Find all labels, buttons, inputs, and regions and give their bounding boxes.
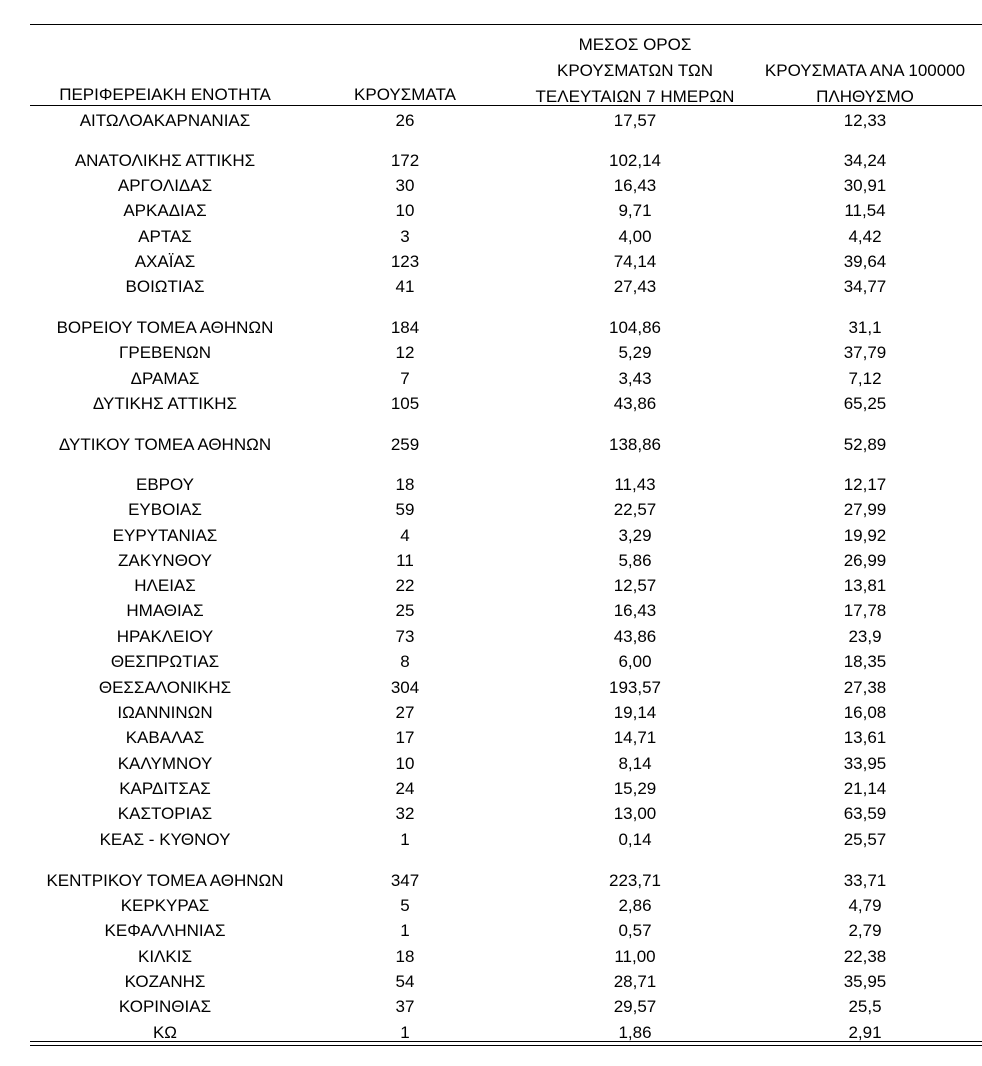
cell-per100k: 27,38 xyxy=(843,678,887,697)
cell-region: ΚΕΝΤΡΙΚΟΥ ΤΟΜΕΑ ΑΘΗΝΩΝ xyxy=(46,871,284,890)
table-row xyxy=(0,391,982,416)
cell-per100k: 13,81 xyxy=(843,576,887,595)
cell-avg7: 4,00 xyxy=(618,227,652,246)
header-cases: ΚΡΟΥΣΜΑΤΑ xyxy=(354,85,456,104)
cell-avg7: 3,29 xyxy=(618,526,652,545)
cell-region: ΑΡΤΑΣ xyxy=(138,227,192,246)
table-row xyxy=(0,675,982,700)
cell-per100k: 21,14 xyxy=(843,779,887,798)
cell-region: ΔΥΤΙΚΗΣ ΑΤΤΙΚΗΣ xyxy=(92,394,238,413)
cell-region: ΑΡΓΟΛΙΔΑΣ xyxy=(117,176,213,195)
cell-per100k: 34,77 xyxy=(843,277,887,296)
cell-avg7: 19,14 xyxy=(613,703,657,722)
cell-cases: 123 xyxy=(390,252,420,271)
cell-cases: 10 xyxy=(395,201,415,220)
table-row xyxy=(0,700,982,725)
cell-region: ΕΥΒΟΙΑΣ xyxy=(128,500,202,519)
cell-cases: 27 xyxy=(395,703,415,722)
cell-cases: 4 xyxy=(400,526,410,545)
cell-avg7: 43,86 xyxy=(613,394,657,413)
cell-avg7: 15,29 xyxy=(613,779,657,798)
cell-region: ΔΡΑΜΑΣ xyxy=(130,369,200,388)
cell-avg7: 2,86 xyxy=(618,896,652,915)
cell-cases: 8 xyxy=(400,652,410,671)
cell-avg7: 11,43 xyxy=(614,475,656,494)
cell-avg7: 3,43 xyxy=(618,369,652,388)
cell-per100k: 4,79 xyxy=(848,896,882,915)
cell-per100k: 52,89 xyxy=(843,435,887,454)
cell-region: ΗΡΑΚΛΕΙΟΥ xyxy=(116,627,214,646)
cell-cases: 30 xyxy=(395,176,415,195)
cell-avg7: 223,71 xyxy=(609,871,661,890)
table-row xyxy=(0,994,982,1019)
cell-region: ΒΟΡΕΙΟΥ ΤΟΜΕΑ ΑΘΗΝΩΝ xyxy=(56,318,274,337)
cell-cases: 1 xyxy=(400,830,410,849)
cell-cases: 22 xyxy=(395,576,415,595)
cell-cases: 1 xyxy=(400,921,410,940)
cell-cases: 24 xyxy=(395,779,415,798)
cell-region: ΚΑΡΔΙΤΣΑΣ xyxy=(119,779,211,798)
cell-per100k: 39,64 xyxy=(843,252,887,271)
cell-region: ΘΕΣΠΡΩΤΙΑΣ xyxy=(110,652,220,671)
cell-region: ΚΕΦΑΛΛΗΝΙΑΣ xyxy=(104,921,226,940)
cell-region: ΚΑΣΤΟΡΙΑΣ xyxy=(117,804,213,823)
table-row xyxy=(0,315,982,340)
cell-avg7: 9,71 xyxy=(618,201,652,220)
cell-cases: 347 xyxy=(390,871,420,890)
cell-per100k: 22,38 xyxy=(843,947,887,966)
cell-cases: 41 xyxy=(395,277,415,296)
table-row xyxy=(0,173,982,198)
cell-cases: 17 xyxy=(395,728,415,747)
cell-cases: 26 xyxy=(395,111,415,130)
table-row xyxy=(0,725,982,750)
cell-per100k: 63,59 xyxy=(843,804,887,823)
cell-per100k: 19,92 xyxy=(843,526,887,545)
cell-avg7: 29,57 xyxy=(613,997,657,1016)
cell-avg7: 193,57 xyxy=(609,678,661,697)
cell-region: ΚΟΖΑΝΗΣ xyxy=(124,972,206,991)
cell-cases: 18 xyxy=(395,475,415,494)
table-row xyxy=(0,573,982,598)
table-row xyxy=(0,148,982,173)
table-row xyxy=(0,548,982,573)
cell-avg7: 16,43 xyxy=(613,176,657,195)
cell-cases: 172 xyxy=(390,151,420,170)
table-row xyxy=(0,801,982,826)
cell-cases: 11 xyxy=(396,551,414,570)
cell-per100k: 16,08 xyxy=(843,703,887,722)
table-row xyxy=(0,624,982,649)
table-row xyxy=(0,969,982,994)
cell-region: ΚΑΒΑΛΑΣ xyxy=(125,728,205,747)
table-row xyxy=(0,249,982,274)
cell-avg7: 1,86 xyxy=(618,1023,652,1042)
cell-per100k: 4,42 xyxy=(848,227,882,246)
cell-avg7: 102,14 xyxy=(609,151,661,170)
bottom-rule-double xyxy=(30,1045,982,1046)
cell-avg7: 5,29 xyxy=(618,343,652,362)
cell-per100k: 31,1 xyxy=(848,318,882,337)
cell-cases: 10 xyxy=(395,754,415,773)
table-row xyxy=(0,598,982,623)
cell-region: ΕΒΡΟΥ xyxy=(135,475,195,494)
cell-avg7: 0,57 xyxy=(618,921,652,940)
cell-region: ΖΑΚΥΝΘΟΥ xyxy=(118,551,212,570)
cell-region: ΗΜΑΘΙΑΣ xyxy=(126,601,204,620)
cell-per100k: 7,12 xyxy=(848,369,882,388)
cell-avg7: 17,57 xyxy=(613,111,657,130)
cell-per100k: 27,99 xyxy=(843,500,887,519)
cell-avg7: 43,86 xyxy=(613,627,657,646)
cell-cases: 105 xyxy=(390,394,420,413)
cell-avg7: 28,71 xyxy=(613,972,657,991)
cell-per100k: 17,78 xyxy=(843,601,887,620)
cell-cases: 54 xyxy=(395,972,415,991)
cell-avg7: 6,00 xyxy=(618,652,652,671)
cell-per100k: 11,54 xyxy=(844,201,886,220)
table-row xyxy=(0,472,982,497)
cell-region: ΑΝΑΤΟΛΙΚΗΣ ΑΤΤΙΚΗΣ xyxy=(74,151,256,170)
cell-cases: 7 xyxy=(400,369,410,388)
cell-per100k: 13,61 xyxy=(843,728,887,747)
cell-region: ΘΕΣΣΑΛΟΝΙΚΗΣ xyxy=(98,678,232,697)
table-row xyxy=(0,274,982,299)
table-row xyxy=(0,944,982,969)
table-row xyxy=(0,432,982,457)
cell-cases: 5 xyxy=(400,896,410,915)
cell-per100k: 25,5 xyxy=(848,997,882,1016)
cell-avg7: 14,71 xyxy=(613,728,657,747)
cell-cases: 73 xyxy=(395,627,415,646)
cell-region: ΚΕΡΚΥΡΑΣ xyxy=(120,896,210,915)
cell-cases: 259 xyxy=(390,435,420,454)
cell-cases: 25 xyxy=(395,601,415,620)
table-row xyxy=(0,108,982,133)
cell-per100k: 33,95 xyxy=(843,754,887,773)
header-region: ΠΕΡΙΦΕΡΕΙΑΚΗ ΕΝΟΤΗΤΑ xyxy=(59,85,271,104)
cell-avg7: 11,00 xyxy=(614,947,656,966)
cell-region: ΙΩΑΝΝΙΝΩΝ xyxy=(117,703,213,722)
cell-per100k: 2,91 xyxy=(848,1023,882,1042)
bottom-rule xyxy=(30,1041,982,1042)
cell-region: ΓΡΕΒΕΝΩΝ xyxy=(119,343,211,362)
cell-region: ΑΙΤΩΛΟΑΚΑΡΝΑΝΙΑΣ xyxy=(79,111,251,130)
cell-avg7: 27,43 xyxy=(613,277,657,296)
cell-avg7: 22,57 xyxy=(613,500,657,519)
cell-cases: 1 xyxy=(400,1023,410,1042)
cell-region: ΚΙΛΚΙΣ xyxy=(138,947,192,966)
cell-per100k: 26,99 xyxy=(843,551,887,570)
cell-per100k: 33,71 xyxy=(843,871,887,890)
table-row xyxy=(0,198,982,223)
cell-per100k: 34,24 xyxy=(843,151,887,170)
table-row xyxy=(0,224,982,249)
cell-per100k: 2,79 xyxy=(848,921,882,940)
cell-per100k: 12,33 xyxy=(843,111,887,130)
cell-avg7: 138,86 xyxy=(609,435,661,454)
cell-region: ΔΥΤΙΚΟΥ ΤΟΜΕΑ ΑΘΗΝΩΝ xyxy=(58,435,272,454)
cell-avg7: 16,43 xyxy=(613,601,657,620)
cell-avg7: 8,14 xyxy=(618,754,652,773)
cell-per100k: 12,17 xyxy=(843,475,887,494)
cell-cases: 184 xyxy=(390,318,420,337)
cell-per100k: 65,25 xyxy=(843,394,887,413)
cell-region: ΑΡΚΑΔΙΑΣ xyxy=(123,201,207,220)
cell-avg7: 104,86 xyxy=(609,318,661,337)
cell-avg7: 12,57 xyxy=(613,576,657,595)
cell-region: ΗΛΕΙΑΣ xyxy=(134,576,196,595)
cell-avg7: 13,00 xyxy=(613,804,657,823)
header-per100k: ΚΡΟΥΣΜΑΤΑ ΑΝΑ 100000 ΠΛΗΘΥΣΜΟ xyxy=(764,61,966,106)
cell-cases: 59 xyxy=(395,500,415,519)
cell-region: ΚΕΑΣ - ΚΥΘΝΟΥ xyxy=(99,830,231,849)
table-row xyxy=(0,868,982,893)
cell-region: ΚΑΛΥΜΝΟΥ xyxy=(117,754,213,773)
table-row xyxy=(0,918,982,943)
cell-cases: 3 xyxy=(400,227,410,246)
table-row xyxy=(0,497,982,522)
table-row xyxy=(0,340,982,365)
cell-region: ΒΟΙΩΤΙΑΣ xyxy=(125,277,205,296)
cell-region: ΚΩ xyxy=(152,1023,178,1042)
table-row xyxy=(0,751,982,776)
header-avg7: ΜΕΣΟΣ ΟΡΟΣ ΚΡΟΥΣΜΑΤΩΝ ΤΩΝ ΤΕΛΕΥΤΑΙΩΝ 7 ΗΜΕΡΩΝ xyxy=(535,35,735,106)
cell-per100k: 35,95 xyxy=(843,972,887,991)
table-row xyxy=(0,523,982,548)
cell-cases: 37 xyxy=(395,997,415,1016)
cell-cases: 304 xyxy=(390,678,420,697)
table-row xyxy=(0,776,982,801)
cell-region: ΑΧΑΪΑΣ xyxy=(134,252,196,271)
cell-per100k: 18,35 xyxy=(843,652,887,671)
cell-region: ΚΟΡΙΝΘΙΑΣ xyxy=(118,997,212,1016)
cell-region: ΕΥΡΥΤΑΝΙΑΣ xyxy=(112,526,218,545)
cell-cases: 18 xyxy=(395,947,415,966)
cell-per100k: 37,79 xyxy=(843,343,887,362)
cell-avg7: 74,14 xyxy=(613,252,657,271)
cell-cases: 32 xyxy=(395,804,415,823)
cell-per100k: 25,57 xyxy=(843,830,887,849)
cell-per100k: 23,9 xyxy=(848,627,882,646)
table-row xyxy=(0,649,982,674)
cell-avg7: 0,14 xyxy=(618,830,652,849)
cell-avg7: 5,86 xyxy=(618,551,652,570)
table-row xyxy=(0,366,982,391)
cell-cases: 12 xyxy=(395,343,415,362)
cell-per100k: 30,91 xyxy=(843,176,887,195)
table-row xyxy=(0,893,982,918)
table-row xyxy=(0,827,982,852)
